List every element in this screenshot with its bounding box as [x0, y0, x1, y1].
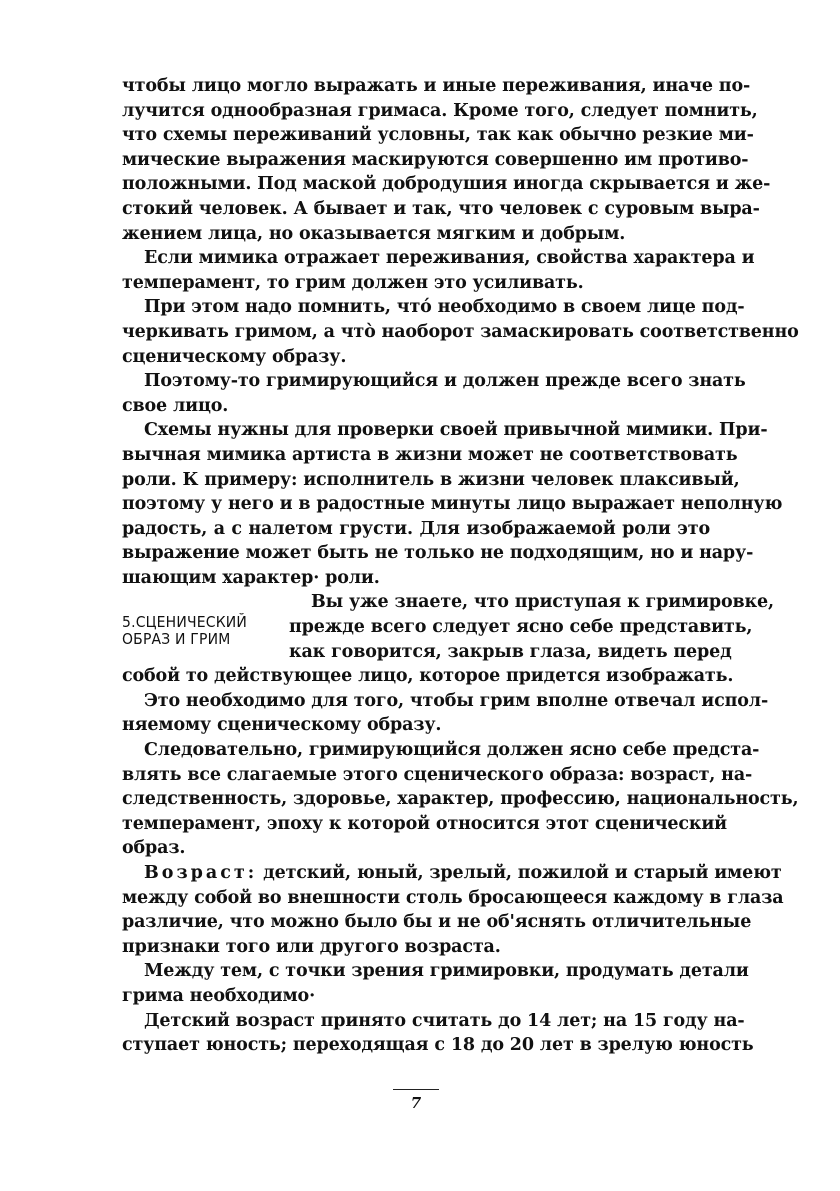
- paragraph-9: [122, 1009, 754, 1058]
- text-line: различие, что можно было бы и не об'яснять отличительные: [122, 912, 752, 933]
- paragraph-6: [122, 689, 769, 738]
- paragraph-5: [122, 418, 783, 590]
- text-line: [122, 861, 782, 886]
- paragraph-1: [122, 74, 771, 246]
- text-line: Детский возраст принято считать до 14 лет; на 15 году на-: [144, 1010, 745, 1031]
- text-line: няемому сценическому образу.: [122, 715, 442, 736]
- text-line: Вы уже знаете, что приступая к гримировке,: [311, 592, 774, 613]
- text-line: Между тем, с точки зрения гримировки, продумать детали: [144, 961, 749, 982]
- section-block: [122, 590, 774, 664]
- text-line: сценическому образу.: [122, 346, 347, 367]
- text-line: Следовательно, гримирующийся должен ясно себе предста-: [144, 740, 760, 761]
- text-line: жением лица, но оказывается мягким и добрым.: [122, 223, 626, 244]
- text-line: что схемы переживаний условны, так как обычно резкие ми-: [122, 125, 754, 146]
- text-line: выражение может быть не только не подходящим, но и нару-: [122, 543, 754, 564]
- paragraph-7: [122, 738, 799, 861]
- text-line: роли. К примеру: исполнитель в жизни человек плаксивый,: [122, 469, 740, 490]
- text-line: влять все слагаемые этого сценического образа: возраст, на-: [122, 764, 753, 785]
- text-line: между собой во внешности столь бросающееся каждому в глаза: [122, 887, 784, 908]
- text-line: Если мимика отражает переживания, свойства характера и: [144, 248, 755, 269]
- text-line: радость, а с налетом грусти. Для изображаемой роли это: [122, 518, 710, 539]
- text-line: Это необходимо для того, чтобы грим вполне отвечал испол-: [144, 690, 769, 711]
- text-line: следственность, здоровье, характер, профессию, национальность,: [122, 789, 799, 810]
- section-heading-line: 5.СЦЕНИЧЕСКИЙ: [122, 613, 248, 632]
- text-line: темперамент, то грим должен это усиливать.: [122, 272, 584, 293]
- text-line: мические выражения маскируются совершенно им противо-: [122, 149, 749, 170]
- section-side-text: [289, 590, 774, 664]
- text-line: Схемы нужны для проверки своей привычной мимики. При-: [144, 420, 768, 441]
- text-line: шающим характер· роли.: [122, 567, 380, 588]
- page-text: [122, 74, 799, 1058]
- paragraph-2: [122, 246, 755, 295]
- text-line: вычная мимика артиста в жизни может не соответствовать: [122, 444, 738, 465]
- paragraph-4: [122, 369, 746, 418]
- text-line: чтобы лицо могло выражать и иные переживания, иначе по-: [122, 76, 751, 96]
- text-line: грима необходимо·: [122, 985, 316, 1006]
- text-line: образ.: [122, 838, 186, 859]
- text-line: стокий человек. А бывает и так, что человек с суровым выра-: [122, 198, 760, 219]
- paragraph-8: [122, 959, 749, 1008]
- text-line: черкивать гримом, а что̀ наоборот замаскировать соответственно: [122, 321, 799, 342]
- text-line: При этом надо помнить, что́ необходимо в своем лице под-: [144, 297, 745, 318]
- page-number: 7: [410, 1094, 422, 1112]
- text-line: лучится однообразная гримаса. Кроме того, следует помнить,: [122, 100, 758, 121]
- text-line: свое лицо.: [122, 395, 229, 416]
- age-first-line: детский, юный, зрелый, пожилой и старый имеют: [257, 863, 782, 884]
- text-line: темперамент, эпоху к которой относится этот сценический: [122, 813, 727, 834]
- text-line: признаки того или другого возраста.: [122, 936, 501, 957]
- section-heading-line: ОБРАЗ И ГРИМ: [122, 630, 231, 649]
- text-line: ступает юность; переходящая с 18 до 20 лет в зрелую юность: [122, 1035, 754, 1056]
- text-line: собой то действующее лицо, которое придется изображать.: [122, 666, 734, 687]
- age-term: Возраст:: [144, 863, 258, 884]
- text-line: поэтому у него и в радостные минуты лицо выражает неполную: [122, 494, 783, 515]
- paragraph-3: [122, 295, 799, 369]
- text-line: прежде всего следует ясно себе представить,: [289, 617, 753, 638]
- section-heading: [122, 614, 278, 648]
- footer-rule: [393, 1089, 439, 1090]
- text-line: Поэтому-то гримирующийся и должен прежде всего знать: [144, 371, 746, 392]
- text-line: как говорится, закрыв глаза, видеть перед: [289, 641, 732, 662]
- text-line: положными. Под маской добродушия иногда скрывается и же-: [122, 174, 771, 195]
- paragraph-age: [122, 861, 784, 959]
